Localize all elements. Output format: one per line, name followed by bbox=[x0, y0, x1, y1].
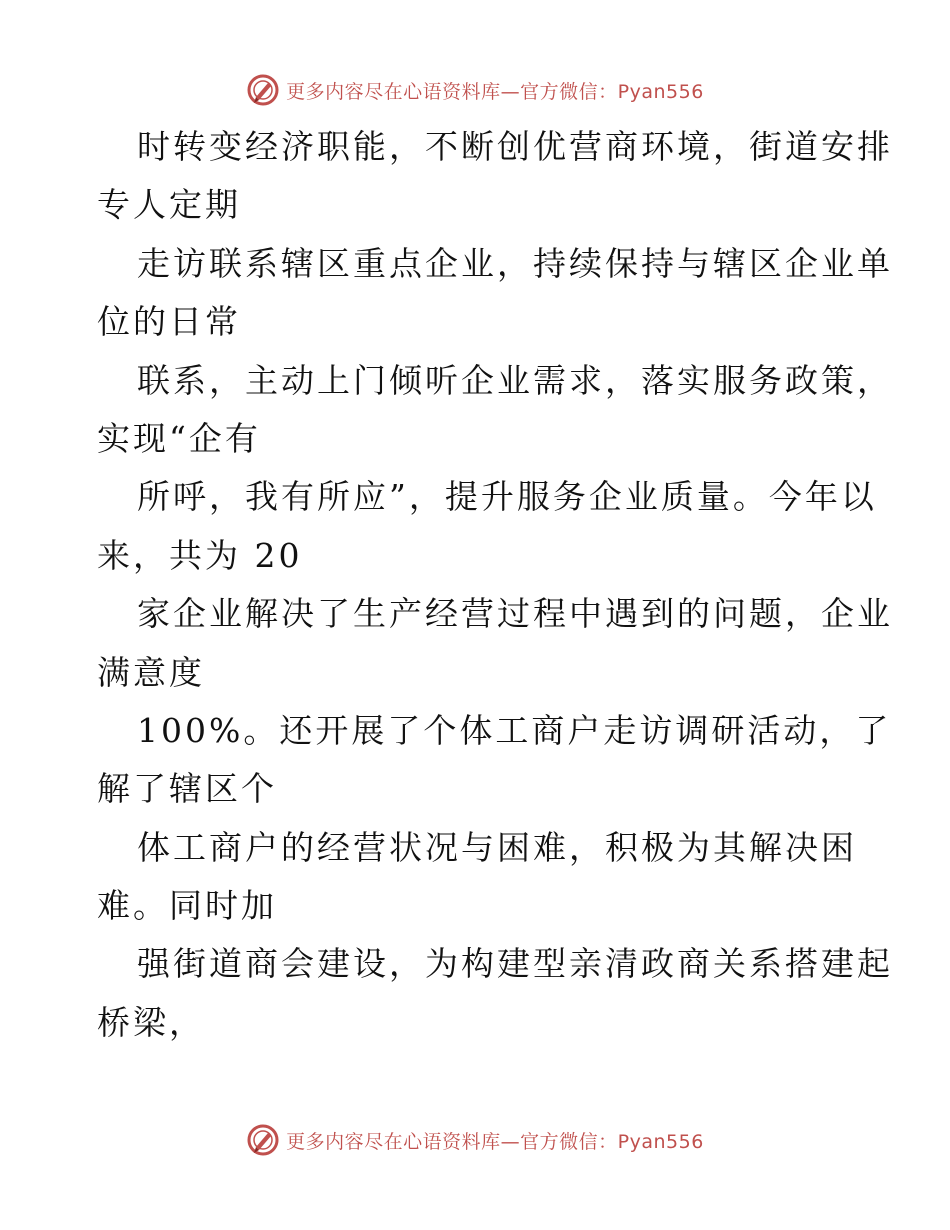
text-line: 位的日常 bbox=[97, 302, 241, 342]
text-line: 所呼，我有所应”，提升服务企业质量。今年以 bbox=[137, 477, 877, 517]
text-line: 专人定期 bbox=[97, 185, 241, 225]
pen-nib-logo-icon bbox=[246, 1123, 280, 1157]
footer-watermark bbox=[0, 1120, 950, 1160]
watermark-text: 更多内容尽在心语资料库—官方微信：Pyan556 bbox=[286, 1130, 704, 1153]
text-line: 实现“企有 bbox=[97, 418, 261, 458]
pen-nib-logo-icon bbox=[246, 73, 280, 107]
text-line: 解了辖区个 bbox=[97, 769, 277, 809]
text-line: 强街道商会建设，为构建型亲清政商关系搭建起 bbox=[137, 944, 893, 984]
document-body bbox=[97, 118, 893, 1052]
watermark-text: 更多内容尽在心语资料库—官方微信：Pyan556 bbox=[286, 80, 704, 103]
text-line: 满意度 bbox=[97, 652, 205, 692]
text-line: 联系，主动上门倾听企业需求，落实服务政策， bbox=[137, 360, 893, 400]
text-line: 100%。还开展了个体工商户走访调研活动，了 bbox=[137, 710, 892, 750]
header-watermark bbox=[0, 70, 950, 110]
text-line: 来，共为 20 bbox=[97, 535, 303, 575]
text-line: 走访联系辖区重点企业，持续保持与辖区企业单 bbox=[137, 243, 893, 283]
text-line: 家企业解决了生产经营过程中遇到的问题，企业 bbox=[137, 594, 893, 634]
text-line: 难。同时加 bbox=[97, 886, 277, 926]
text-line: 桥梁， bbox=[97, 1002, 205, 1042]
text-line: 时转变经济职能，不断创优营商环境，街道安排 bbox=[137, 127, 893, 166]
text-line: 体工商户的经营状况与困难，积极为其解决困 bbox=[137, 827, 857, 867]
